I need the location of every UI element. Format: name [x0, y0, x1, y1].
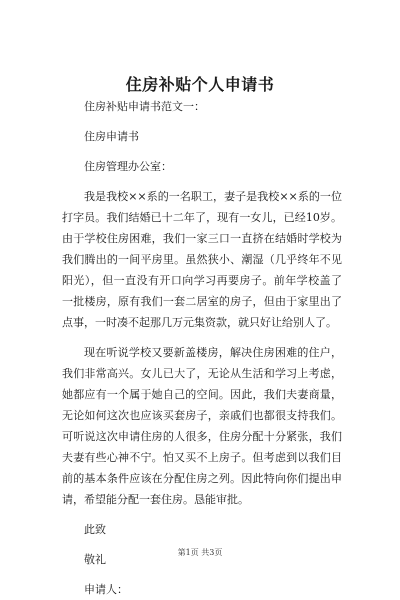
closing-line-2: 敬礼: [84, 553, 106, 566]
intro-line: 住房补贴申请书范文一：: [84, 100, 205, 113]
applicant-line: 申请人：: [84, 583, 128, 596]
doc-name-line: 住房申请书: [84, 130, 139, 143]
document-title: 住房补贴个人申请书: [125, 75, 275, 94]
paragraph-1: 我是我校××系的一名职工，妻子是我校××系的一位打字员。我们结婚已十二年了，现有一女儿，已经10岁。由于学校住房困难，我们一家三口一直挤在结婚时学校为我们腾出的一间平房里。虽然狭小、潮湿（几乎终年不见阳光），但一直没有开口向学习再要房子。前年学校盖了一批楼房，原有我们一套二居室的房子，但由于家里出了点事，一时凑不起那几万元集资款，就只好让给别人了。: [62, 190, 342, 329]
salutation-line: 住房管理办公室：: [84, 160, 172, 173]
spacer: [62, 570, 342, 579]
spacer: [62, 177, 342, 186]
closing-line-1: 此致: [84, 523, 106, 536]
spacer: [62, 333, 342, 342]
spacer: [62, 510, 342, 519]
paragraph-2: 现在听说学校又要新盖楼房，解决住房困难的住户，我们非常高兴。女儿已大了，无论从生活和学习上考虑，她都应有一个属于她自己的空间。因此，我们夫妻商量，无论如何这次也应该买套房子，亲戚们也都很支持我们。可听说这次申请住房的人很多，住房分配十分紧张，我们夫妻有些心神不宁。怕又买不上房子。但考虑到以我们目前的基本条件应该在分配住房之列。因此特向你们提出申请，希望能分配一套住房。恳能审批。: [62, 346, 342, 506]
spacer: [62, 147, 342, 156]
spacer: [62, 117, 342, 126]
document-body: [62, 96, 342, 600]
page-number-footer: 第1页 共3页: [177, 548, 223, 557]
